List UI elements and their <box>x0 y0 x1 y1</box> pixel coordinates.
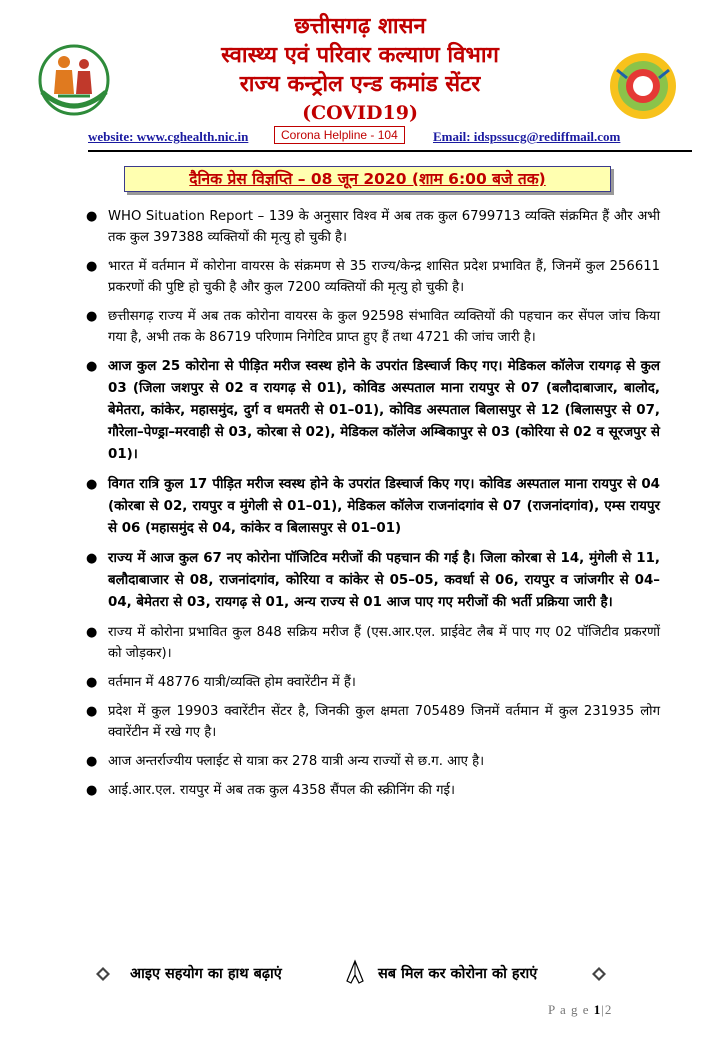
list-item <box>80 751 660 772</box>
list-item-text: राज्य में आज कुल 67 नए कोरोना पॉजिटिव मरीजों की पहचान की गई है। जिला कोरबा से 14, मुंगेली से 11, बलौदाबाजार से 08, राजनांदगांव, कोरिया व कांकेर से 05–05, कवर्धा से 06, रायपुर व जांजगीर से 04–04, बेमेतरा से 03, रायगढ़ से 01, अन्य राज्य से 01 आज पाए गए मरीजों की भर्ती प्रक्रिया जारी है। <box>108 551 660 610</box>
bullet-icon: ● <box>86 783 98 798</box>
list-item <box>80 206 660 248</box>
email-link[interactable]: Email: idspssucg@rediffmail.com <box>433 129 621 144</box>
bullet-icon: ● <box>86 675 98 690</box>
list-item-text: प्रदेश में कुल 19903 क्वारेंटीन सेंटर है, जिनकी कुल क्षमता 705489 जिनमें वर्तमान में कुल 231935 लोग क्वारेंटीन में रखे गए है। <box>108 704 660 740</box>
page-number <box>548 1002 612 1018</box>
bullet-icon: ● <box>86 704 98 719</box>
department-title <box>150 12 570 128</box>
bullet-icon: ● <box>86 754 98 769</box>
list-item-text: आज कुल 25 कोरोना से पीड़ित मरीज स्वस्थ होने के उपरांत डिस्चार्ज किए गए। मेडिकल कॉलेज रायगढ़ से कुल 03 (जिला जशपुर से 02 व रायगढ़ से 01), कोविड अस्पताल माना रायपुर से 07 (बलौदाबाजार, बालोद, बेमेतरा, कांकेर, महासमुंद, दुर्ग व धमतरी से 01–01), कोविड अस्पताल बिलासपुर से 12 (बिलासपुर से 07, गौरेला–पेण्ड्रा–मरवाही से 03, कोरबा से 02), मेडिकल कॉलेज अम्बिकापुर से 03 (कोरिया से 02 व सूरजपुर से 01)। <box>108 359 660 462</box>
department-name: स्वास्थ्य एवं परिवार कल्याण विभाग <box>221 42 499 68</box>
list-item-text: छत्तीसगढ़ राज्य में अब तक कोरोना वायरस के कुल 92598 संभावित व्यक्तियों की पहचान कर सेंपल जांच किया गया है, अभी तक के 86719 परिणाम निगेटिव प्राप्त हुए हैं तथा 4721 की जांच जारी है। <box>108 309 660 345</box>
state-government-title: छत्तीसगढ़ शासन <box>294 13 426 39</box>
list-item-text: विगत रात्रि कुल 17 पीड़ित मरीज स्वस्थ होने के उपरांत डिस्चार्ज किए गए। कोविड अस्पताल माना रायपुर से 04 (कोरबा से 02, रायपुर व मुंगेली से 01–01), मेडिकल कॉलेज राजनांदगांव से 07 (राजनांदगांव), एम्स रायपुर से 06 (महासमुंद से 04, कांकेर व बिलासपुर से 01–01) <box>108 477 660 536</box>
page-current: 1 <box>593 1002 602 1017</box>
list-item <box>80 256 660 298</box>
list-item <box>80 622 660 664</box>
list-item-text: भारत में वर्तमान में कोरोना वायरस के संक्रमण से 35 राज्य/केन्द्र शासित प्रदेश प्रभावित हैं, जिनमें कुल 256611 प्रकरणों की पुष्टि हो चुकी है और कुल 7200 व्यक्तियों की मृत्यु हो चुकी है। <box>108 259 660 295</box>
list-item <box>80 306 660 348</box>
list-item-text: वर्तमान में 48776 यात्री/व्यक्ति होम क्वारेंटीन में हैं। <box>108 675 356 690</box>
diamond-right-icon <box>592 967 606 981</box>
slogan-left: आइए सहयोग का हाथ बढ़ाएं <box>130 966 282 982</box>
press-release-title: दैनिक प्रेस विज्ञप्ति – 08 जून 2020 (शाम 6:00 बजे तक) <box>124 166 611 192</box>
covid-label: (COVID19) <box>302 102 418 124</box>
diamond-left-icon <box>96 967 110 981</box>
list-item-text: आज अन्तर्राज्यीय फ्लाईट से यात्रा कर 278 यात्री अन्य राज्यों से छ.ग. आए है। <box>108 754 485 769</box>
list-item <box>80 548 660 614</box>
list-item <box>80 780 660 801</box>
folded-hands-icon <box>342 959 368 985</box>
slogan-right: सब मिल कर कोरोना को हराएं <box>378 966 538 982</box>
document-header <box>0 0 720 130</box>
list-item <box>80 701 660 743</box>
page-label: P a g e <box>548 1002 590 1017</box>
command-center-name: राज्य कन्ट्रोल एन्ड कमांड सेंटर <box>239 71 481 97</box>
page-separator: | <box>601 1002 605 1017</box>
contact-bar <box>88 126 688 148</box>
list-item <box>80 356 660 466</box>
header-divider <box>88 150 692 152</box>
list-item-text: आई.आर.एल. रायपुर में अब तक कुल 4358 सैंपल की स्क्रीनिंग की गई। <box>108 783 456 798</box>
list-item-text: WHO Situation Report – 139 के अनुसार विश्व में अब तक कुल 6799713 व्यक्ति संक्रमित हैं और अभी तक कुल 397388 व्यक्तियों की मृत्यु हो चुकी है। <box>108 209 660 245</box>
bullet-icon: ● <box>86 259 98 274</box>
footer-slogan <box>88 963 608 987</box>
bullet-icon: ● <box>86 209 98 224</box>
list-item-text: राज्य में कोरोना प्रभावित कुल 848 सक्रिय मरीज हैं (एस.आर.एल. प्राईवेट लैब में पाए गए 02 पॉजिटीव प्रकरणों को जोड़कर)। <box>108 625 660 661</box>
bullet-icon: ● <box>86 477 98 492</box>
bullet-icon: ● <box>86 625 98 640</box>
bullet-icon: ● <box>86 309 98 324</box>
helpline-badge: Corona Helpline - 104 <box>274 126 405 144</box>
command-center-logo <box>607 50 679 122</box>
page-total: 2 <box>604 1002 613 1017</box>
health-mission-logo <box>28 40 120 122</box>
bulletin-list <box>80 206 660 809</box>
website-link[interactable]: website: www.cghealth.nic.in <box>88 129 249 144</box>
bullet-icon: ● <box>86 551 98 566</box>
bullet-icon: ● <box>86 359 98 374</box>
list-item <box>80 474 660 540</box>
list-item <box>80 672 660 693</box>
